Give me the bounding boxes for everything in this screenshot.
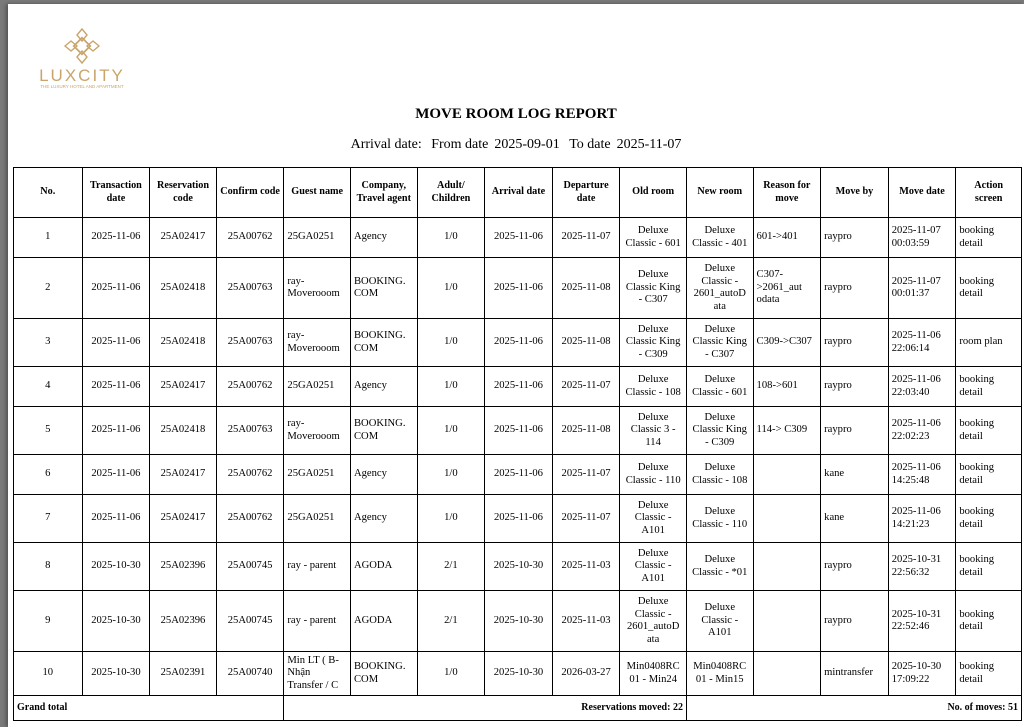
table-cell: 4 [14,367,83,407]
table-cell: kane [821,495,889,543]
table-cell: 1/0 [417,258,485,319]
table-cell: booking detail [956,543,1022,591]
column-header: Confirm code [216,168,284,218]
from-date: 2025-09-01 [494,137,560,152]
table-cell: 25A00763 [216,407,284,455]
table-cell: raypro [821,407,889,455]
table-cell: 2025-11-08 [552,407,620,455]
column-header: New room [686,168,753,218]
table-row [14,543,1022,591]
table-cell: Deluxe Classic - A101 [686,591,753,652]
lotus-icon [61,26,103,66]
table-cell: 2025-10-30 17:09:22 [888,652,956,696]
table-cell: 2025-11-06 [82,258,150,319]
table-row [14,367,1022,407]
table-cell: 25A00762 [216,455,284,495]
table-row [14,218,1022,258]
table-cell: AGODA [350,591,417,652]
table-cell: AGODA [350,543,417,591]
table-cell: Agency [350,367,417,407]
table-cell: Agency [350,495,417,543]
table-cell: 2025-10-31 22:52:46 [888,591,956,652]
table-cell: 601->401 [753,218,821,258]
from-label: From date [431,137,489,152]
table-cell: 25A00745 [216,543,284,591]
column-header: Departure date [552,168,620,218]
table-cell: 2025-11-07 00:03:59 [888,218,956,258]
table-cell: Deluxe Classic - 2601_autoD ata [620,591,687,652]
column-header: Transaction date [82,168,150,218]
table-cell [753,543,821,591]
logo-brand: LUXCITY [39,66,125,85]
table-cell: 1/0 [417,495,485,543]
table-cell: 25A00745 [216,591,284,652]
table-cell: 2025-11-06 [485,407,553,455]
table-cell: 2025-11-07 00:01:37 [888,258,956,319]
table-cell: 2025-10-30 [82,543,150,591]
column-header: Guest name [284,168,351,218]
table-cell: 25A02417 [150,455,217,495]
table-cell: Deluxe Classic - 108 [620,367,687,407]
table-cell: 2025-11-06 [485,495,553,543]
table-row [14,495,1022,543]
table-cell: C309->C307 [753,319,821,367]
table-cell: 6 [14,455,83,495]
table-cell: 2025-11-07 [552,218,620,258]
table-cell: 25A02418 [150,258,217,319]
table-cell: kane [821,455,889,495]
table-cell: 25A02396 [150,591,217,652]
table-cell: 25A00740 [216,652,284,696]
table-cell: BOOKING. COM [350,258,417,319]
logo-tagline: THE LUXURY HOTEL AND APARTMENT [40,84,124,89]
table-cell: 108->601 [753,367,821,407]
table-cell: 1/0 [417,319,485,367]
table-cell: BOOKING. COM [350,319,417,367]
table-cell: 2025-11-06 14:21:23 [888,495,956,543]
table-cell: 2025-11-03 [552,591,620,652]
table-cell: Min0408RC 01 - Min15 [686,652,753,696]
table-cell [753,591,821,652]
table-cell: Deluxe Classic 3 - 114 [620,407,687,455]
report-page [8,4,1024,727]
table-cell: 25A00762 [216,495,284,543]
table-cell: raypro [821,591,889,652]
column-header: Arrival date [485,168,553,218]
table-cell: C307->2061_aut odata [753,258,821,319]
table-cell: 2/1 [417,543,485,591]
table-cell: Deluxe Classic - A101 [620,495,687,543]
table-cell: 1/0 [417,218,485,258]
table-cell: 7 [14,495,83,543]
table-cell: Deluxe Classic King - C307 [686,319,753,367]
report-title: MOVE ROOM LOG REPORT [415,106,617,122]
table-cell: room plan [956,319,1022,367]
table-cell: ray-Moverooom [284,319,351,367]
table-cell: BOOKING. COM [350,652,417,696]
table-cell: booking detail [956,367,1022,407]
table-row [14,407,1022,455]
grand-total-row [14,696,1022,721]
table-cell: Min LT ( B- Nhận Transfer / C [284,652,351,696]
table-cell: booking detail [956,455,1022,495]
table-cell: 5 [14,407,83,455]
table-cell: 2025-10-30 [82,652,150,696]
table-cell [753,455,821,495]
table-body [14,218,1022,696]
table-cell: 25GA0251 [284,495,351,543]
table-cell: Deluxe Classic - 110 [620,455,687,495]
table-cell: 2025-10-30 [485,652,553,696]
table-cell: 2025-11-06 [82,218,150,258]
table-cell: ray - parent [284,543,351,591]
table-cell: 25A00762 [216,218,284,258]
table-cell: 25GA0251 [284,455,351,495]
table-cell: booking detail [956,652,1022,696]
table-cell: Deluxe Classic King - C309 [686,407,753,455]
column-header: Move date [888,168,956,218]
table-cell: 2025-11-06 [485,218,553,258]
table-cell: Deluxe Classic - 2601_autoD ata [686,258,753,319]
table-cell: Deluxe Classic - 108 [686,455,753,495]
table-cell: booking detail [956,258,1022,319]
table-cell: 2025-11-03 [552,543,620,591]
reservations-moved: Reservations moved: 22 [284,696,687,721]
table-cell: ray - parent [284,591,351,652]
table-cell: 25A00762 [216,367,284,407]
column-header: Reason for move [753,168,821,218]
table-cell [753,495,821,543]
table-row [14,591,1022,652]
table-cell: 2025-11-06 [485,367,553,407]
table-cell: ray-Moverooom [284,407,351,455]
date-range [8,137,1024,153]
table-cell: 2025-11-06 [485,258,553,319]
table-row [14,652,1022,696]
table-cell: raypro [821,367,889,407]
column-header: No. [14,168,83,218]
table-cell: raypro [821,543,889,591]
grand-total-label: Grand total [14,696,284,721]
table-row [14,258,1022,319]
table-cell: Deluxe Classic - 110 [686,495,753,543]
table-cell: 25A02391 [150,652,217,696]
column-header: Adult/ Children [417,168,485,218]
table-cell: raypro [821,258,889,319]
table-cell: 10 [14,652,83,696]
table-cell: 2025-11-06 [82,319,150,367]
table-row [14,319,1022,367]
table-cell: 2025-10-30 [82,591,150,652]
table-cell: 2025-10-30 [485,543,553,591]
table-cell: 25A02417 [150,495,217,543]
table-cell: booking detail [956,407,1022,455]
table-cell: 1/0 [417,367,485,407]
table-cell: 2025-10-30 [485,591,553,652]
table-cell: Deluxe Classic - 601 [686,367,753,407]
table-cell: 2025-11-07 [552,495,620,543]
table-cell: 8 [14,543,83,591]
table-header-row [14,168,1022,218]
table-cell: 2025-11-08 [552,258,620,319]
hotel-logo [32,26,132,90]
table-cell: 2025-11-06 [82,367,150,407]
table-cell: booking detail [956,591,1022,652]
table-cell: 25A00763 [216,319,284,367]
table-row [14,455,1022,495]
table-cell: 1/0 [417,652,485,696]
table-cell: 2025-11-07 [552,455,620,495]
table-cell: BOOKING. COM [350,407,417,455]
table-cell: 25A02417 [150,367,217,407]
table-cell: 2025-11-06 22:02:23 [888,407,956,455]
table-cell: booking detail [956,495,1022,543]
table-cell: 2026-03-27 [552,652,620,696]
table-cell: Deluxe Classic - 601 [620,218,687,258]
table-cell: Min0408RC 01 - Min24 [620,652,687,696]
table-cell: 2025-11-06 [82,495,150,543]
column-header: Old room [620,168,687,218]
table-cell: Deluxe Classic - A101 [620,543,687,591]
table-cell: 25A02418 [150,407,217,455]
column-header: Action screen [956,168,1022,218]
number-of-moves: No. of moves: 51 [686,696,1021,721]
table-cell: 1/0 [417,407,485,455]
table-cell: Deluxe Classic - 401 [686,218,753,258]
table-cell: 2025-11-06 22:06:14 [888,319,956,367]
date-range-label: Arrival date: [350,137,422,152]
table-cell: 1/0 [417,455,485,495]
table-cell: 2025-10-31 22:56:32 [888,543,956,591]
table-cell: 2/1 [417,591,485,652]
table-cell: booking detail [956,218,1022,258]
table-cell: Agency [350,218,417,258]
table-cell: 2025-11-06 22:03:40 [888,367,956,407]
table-cell: 25A00763 [216,258,284,319]
table-cell: 2025-11-06 [485,455,553,495]
table-cell: 2025-11-06 [485,319,553,367]
table-cell: mintransfer [821,652,889,696]
table-cell [753,652,821,696]
table-cell: 2025-11-08 [552,319,620,367]
table-cell: 9 [14,591,83,652]
table-cell: 2 [14,258,83,319]
table-cell: Agency [350,455,417,495]
table-cell: 25A02417 [150,218,217,258]
move-room-table [13,167,1022,721]
table-cell: 25GA0251 [284,367,351,407]
table-cell: 2025-11-06 14:25:48 [888,455,956,495]
table-cell: 2025-11-07 [552,367,620,407]
table-cell: ray-Moverooom [284,258,351,319]
table-cell: 3 [14,319,83,367]
to-label: To date [569,137,611,152]
table-cell: 25A02396 [150,543,217,591]
to-date: 2025-11-07 [616,137,682,152]
column-header: Reservation code [150,168,217,218]
column-header: Company, Travel agent [350,168,417,218]
table-cell: Deluxe Classic King - C309 [620,319,687,367]
table-cell: Deluxe Classic - *01 [686,543,753,591]
column-header: Move by [821,168,889,218]
table-cell: 2025-11-06 [82,455,150,495]
table-cell: 2025-11-06 [82,407,150,455]
table-cell: 114-> C309 [753,407,821,455]
table-cell: raypro [821,319,889,367]
table-cell: 25A02418 [150,319,217,367]
table-cell: Deluxe Classic King - C307 [620,258,687,319]
table-cell: 25GA0251 [284,218,351,258]
table-cell: raypro [821,218,889,258]
table-cell: 1 [14,218,83,258]
